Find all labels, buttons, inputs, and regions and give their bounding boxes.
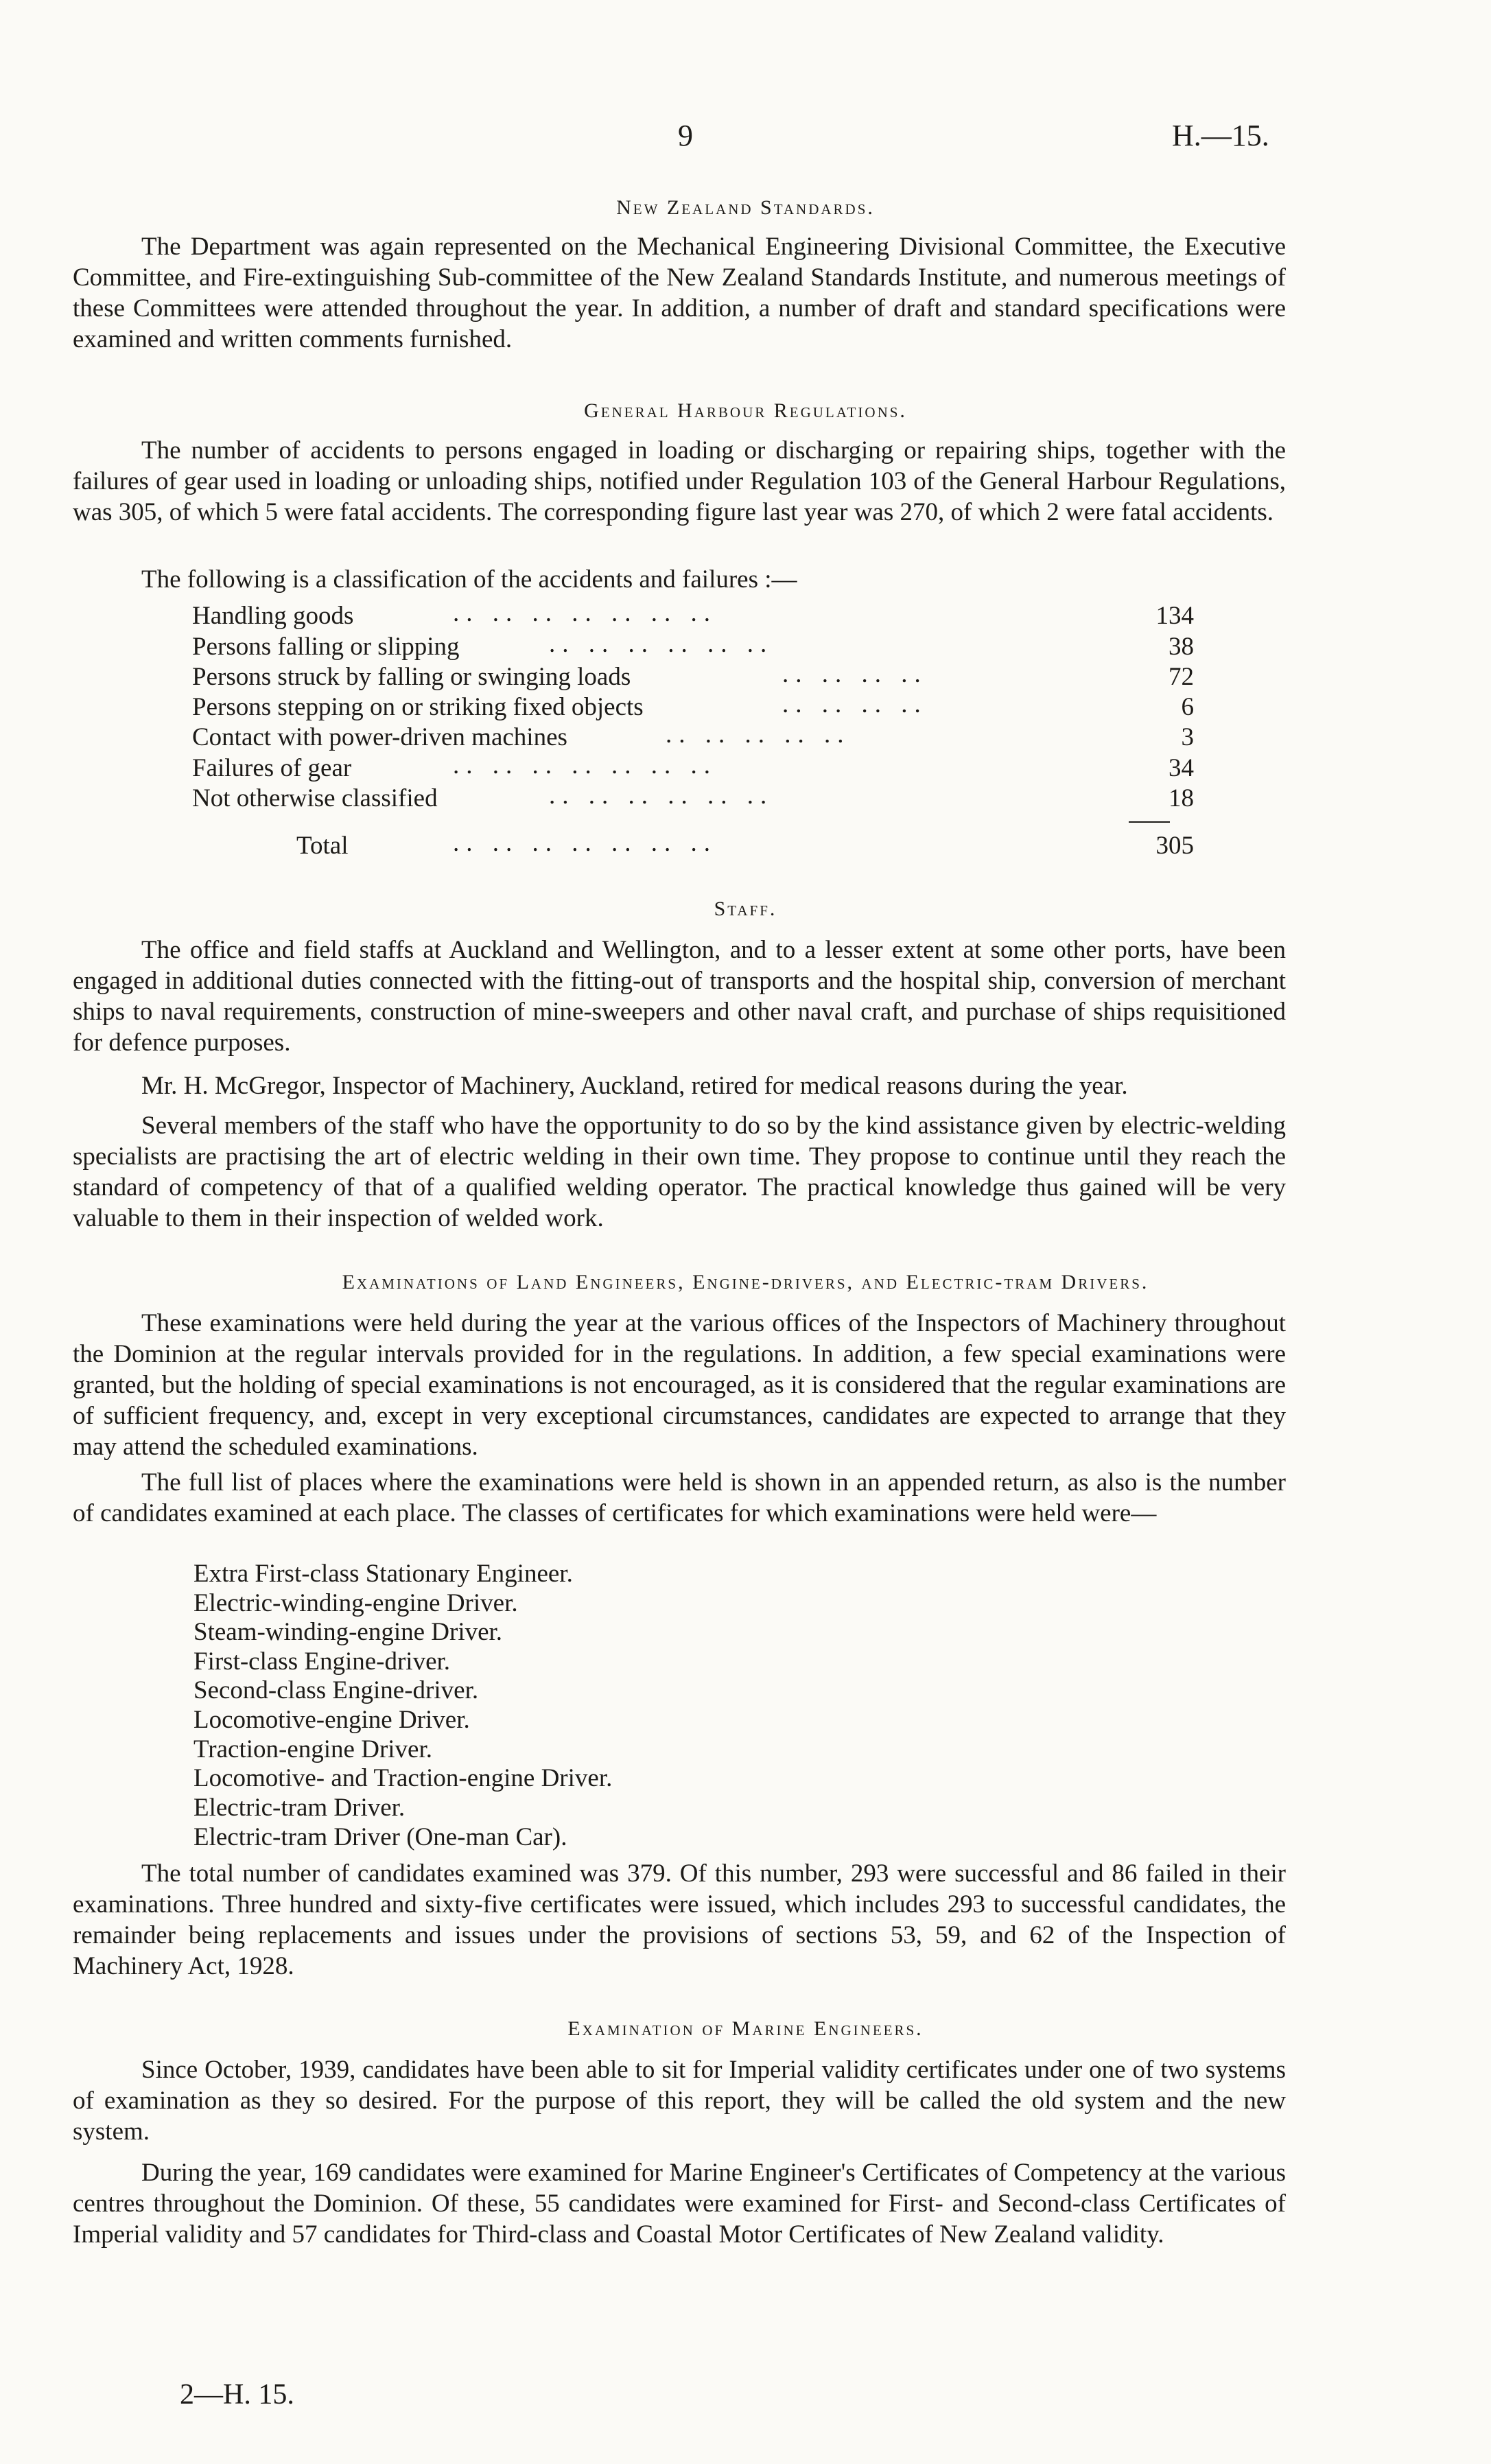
row-value: 18 — [1169, 784, 1194, 812]
table-row — [192, 753, 1194, 784]
leader-dots: .. .. .. .. — [782, 660, 928, 688]
leader-dots: .. .. .. .. .. .. .. — [453, 599, 717, 627]
list-item: Traction-engine Driver. — [193, 1735, 432, 1763]
paragraph-text: Since October, 1939, candidates have been able to sit for Imperial validity certificates under one of two systems of examination as they so desired. For the purpose of this report, they will be called the old system and the new system. — [73, 2056, 1286, 2146]
list-item: Electric-tram Driver. — [193, 1794, 406, 1822]
table-row — [192, 784, 1194, 814]
paragraph-nz-standards — [73, 231, 1286, 355]
paragraph-text: Several members of the staff who have the opportunity to do so by the kind assistance given by electric-welding specialists are practising the art of electric welding in their own time. They propose to continue until they reach the standard of competency of that of a qualified welding operator. The practical knowledge thus gained will be very valuable to them in their inspection of welded work. — [73, 1112, 1286, 1232]
list-item: Locomotive- and Traction-engine Driver. — [193, 1764, 613, 1792]
heading-land-engineers: Examinations of Land Engineers, Engine-drivers, and Electric-tram Drivers. — [342, 1271, 1149, 1293]
paragraph-text: During the year, 169 candidates were examined for Marine Engineer's Certificates of Competency at the various centres throughout the Dominion. Of these, 55 candidates were examined for First- and Second-class Certificates of Imperial validity and 57 candidates for Third-class and Coastal Motor Certificates of New Zealand validity. — [73, 2159, 1286, 2249]
table-total-row — [192, 831, 1194, 861]
paragraph-harbour-1 — [73, 435, 1286, 528]
leader-dots: .. .. .. .. .. .. — [549, 630, 774, 658]
row-value: 34 — [1169, 754, 1194, 782]
row-label: Handling goods — [192, 602, 354, 630]
total-value: 305 — [1155, 832, 1194, 860]
paragraph-text: The following is a classification of the accidents and failures :— — [141, 565, 797, 594]
paragraph-marine-2 — [73, 2157, 1286, 2250]
row-value: 72 — [1169, 663, 1194, 691]
paragraph-text: The number of accidents to persons engaged in loading or discharging or repairing ships, together with the failures of gear used in loading or unloading ships, notified under Regulation 103 of the General Harbour Regulations, was 305, of which 5 were fatal accidents. The corresponding figure last year was 270, of which 2 were fatal accidents. — [73, 436, 1286, 526]
total-label: Total — [296, 832, 349, 860]
paragraph-land-1 — [73, 1308, 1286, 1462]
paragraph-staff-1 — [73, 935, 1286, 1058]
paragraph-text: The Department was again represented on the Mechanical Engineering Divisional Committee, the Executive Committee, and Fire-extinguishing Sub-committee of the New Zealand Standards Institute, and numerous meetings of these Committees were attended throughout the year. In addition, a number of draft and standard specifications were examined and written comments furnished. — [73, 233, 1286, 353]
table-row — [192, 720, 1194, 753]
row-value: 3 — [1181, 723, 1194, 751]
signature-mark: 2—H. 15. — [180, 2379, 294, 2410]
table-row — [192, 632, 1194, 662]
leader-dots: .. .. .. .. .. — [666, 720, 851, 749]
row-label: Failures of gear — [192, 754, 352, 782]
list-item: Second-class Engine-driver. — [193, 1676, 479, 1704]
paragraph-land-3 — [73, 1858, 1286, 1982]
paragraph-text: These examinations were held during the year at the various offices of the Inspectors of Machinery throughout the Dominion at the regular intervals provided for in the regulations. In addition, a few special examinations were granted, but the holding of special examinations is not encouraged, as it is considered that the regular examinations are of sufficient frequency, and, except in very exceptional circumstances, candidates are expected to arrange that they may attend the scheduled examinations. — [73, 1309, 1286, 1461]
row-value: 6 — [1181, 693, 1194, 721]
list-item: Steam-winding-engine Driver. — [193, 1618, 503, 1646]
paragraph-text: The total number of candidates examined was 379. Of this number, 293 were successful and 86 failed in their examinations. Three hundred and sixty-five certificates were issued, which includes 293 to successful candidates, the remainder being replacements and issues under the provisions of sections 53, 59, and 62 of the Inspection of Machinery Act, 1928. — [73, 1859, 1286, 1980]
paragraph-marine-1 — [73, 2054, 1286, 2147]
paragraph-harbour-2 — [73, 564, 1286, 595]
paragraph-land-2 — [73, 1467, 1286, 1529]
leader-dots: .. .. .. .. .. .. .. — [453, 751, 717, 779]
paragraph-text: Mr. H. McGregor, Inspector of Machinery, Auckland, retired for medical reasons during the year. — [141, 1072, 1128, 1100]
heading-staff: Staff. — [714, 897, 777, 920]
row-label: Contact with power-driven machines — [192, 723, 567, 751]
row-value: 134 — [1155, 602, 1194, 630]
paragraph-text: The office and field staffs at Auckland and Wellington, and to a lesser extent at some other ports, have been engaged in additional duties connected with the fitting-out of transports and the hospital ship, conversion of merchant ships to naval requirements, construction of mine-sweepers and other naval craft, and purchase of ships requisitioned for defence purposes. — [73, 936, 1286, 1057]
paragraph-staff-3 — [73, 1110, 1286, 1234]
list-item: Locomotive-engine Driver. — [193, 1706, 470, 1734]
heading-marine-engineers: Examination of Marine Engineers. — [567, 2017, 924, 2040]
leader-dots: .. .. .. .. .. .. .. — [453, 829, 717, 857]
list-item: First-class Engine-driver. — [193, 1647, 451, 1676]
table-row — [192, 662, 1194, 692]
paragraph-text: The full list of places where the examinations were held is shown in an appended return, as also is the number of candidates examined at each place. The classes of certificates for which examinations were held were— — [73, 1468, 1286, 1527]
list-item: Electric-winding-engine Driver. — [193, 1589, 518, 1617]
leader-dots: .. .. .. .. .. .. — [549, 782, 774, 810]
page-number: 9 — [678, 119, 693, 152]
heading-nz-standards: New Zealand Standards. — [616, 196, 875, 219]
row-label: Persons stepping on or striking fixed objects — [192, 693, 644, 721]
row-label: Persons struck by falling or swinging loads — [192, 663, 631, 691]
list-item: Extra First-class Stationary Engineer. — [193, 1560, 573, 1588]
row-label: Persons falling or slipping — [192, 633, 460, 661]
total-rule — [1129, 821, 1170, 823]
table-row — [192, 692, 1194, 723]
document-reference: H.—15. — [1172, 119, 1269, 152]
leader-dots: .. .. .. .. — [782, 690, 928, 718]
list-item: Electric-tram Driver (One-man Car). — [193, 1823, 567, 1851]
heading-harbour-regulations: General Harbour Regulations. — [584, 399, 907, 422]
row-value: 38 — [1169, 633, 1194, 661]
row-label: Not otherwise classified — [192, 784, 438, 812]
paragraph-staff-2 — [73, 1070, 1286, 1101]
table-row — [192, 601, 1194, 631]
